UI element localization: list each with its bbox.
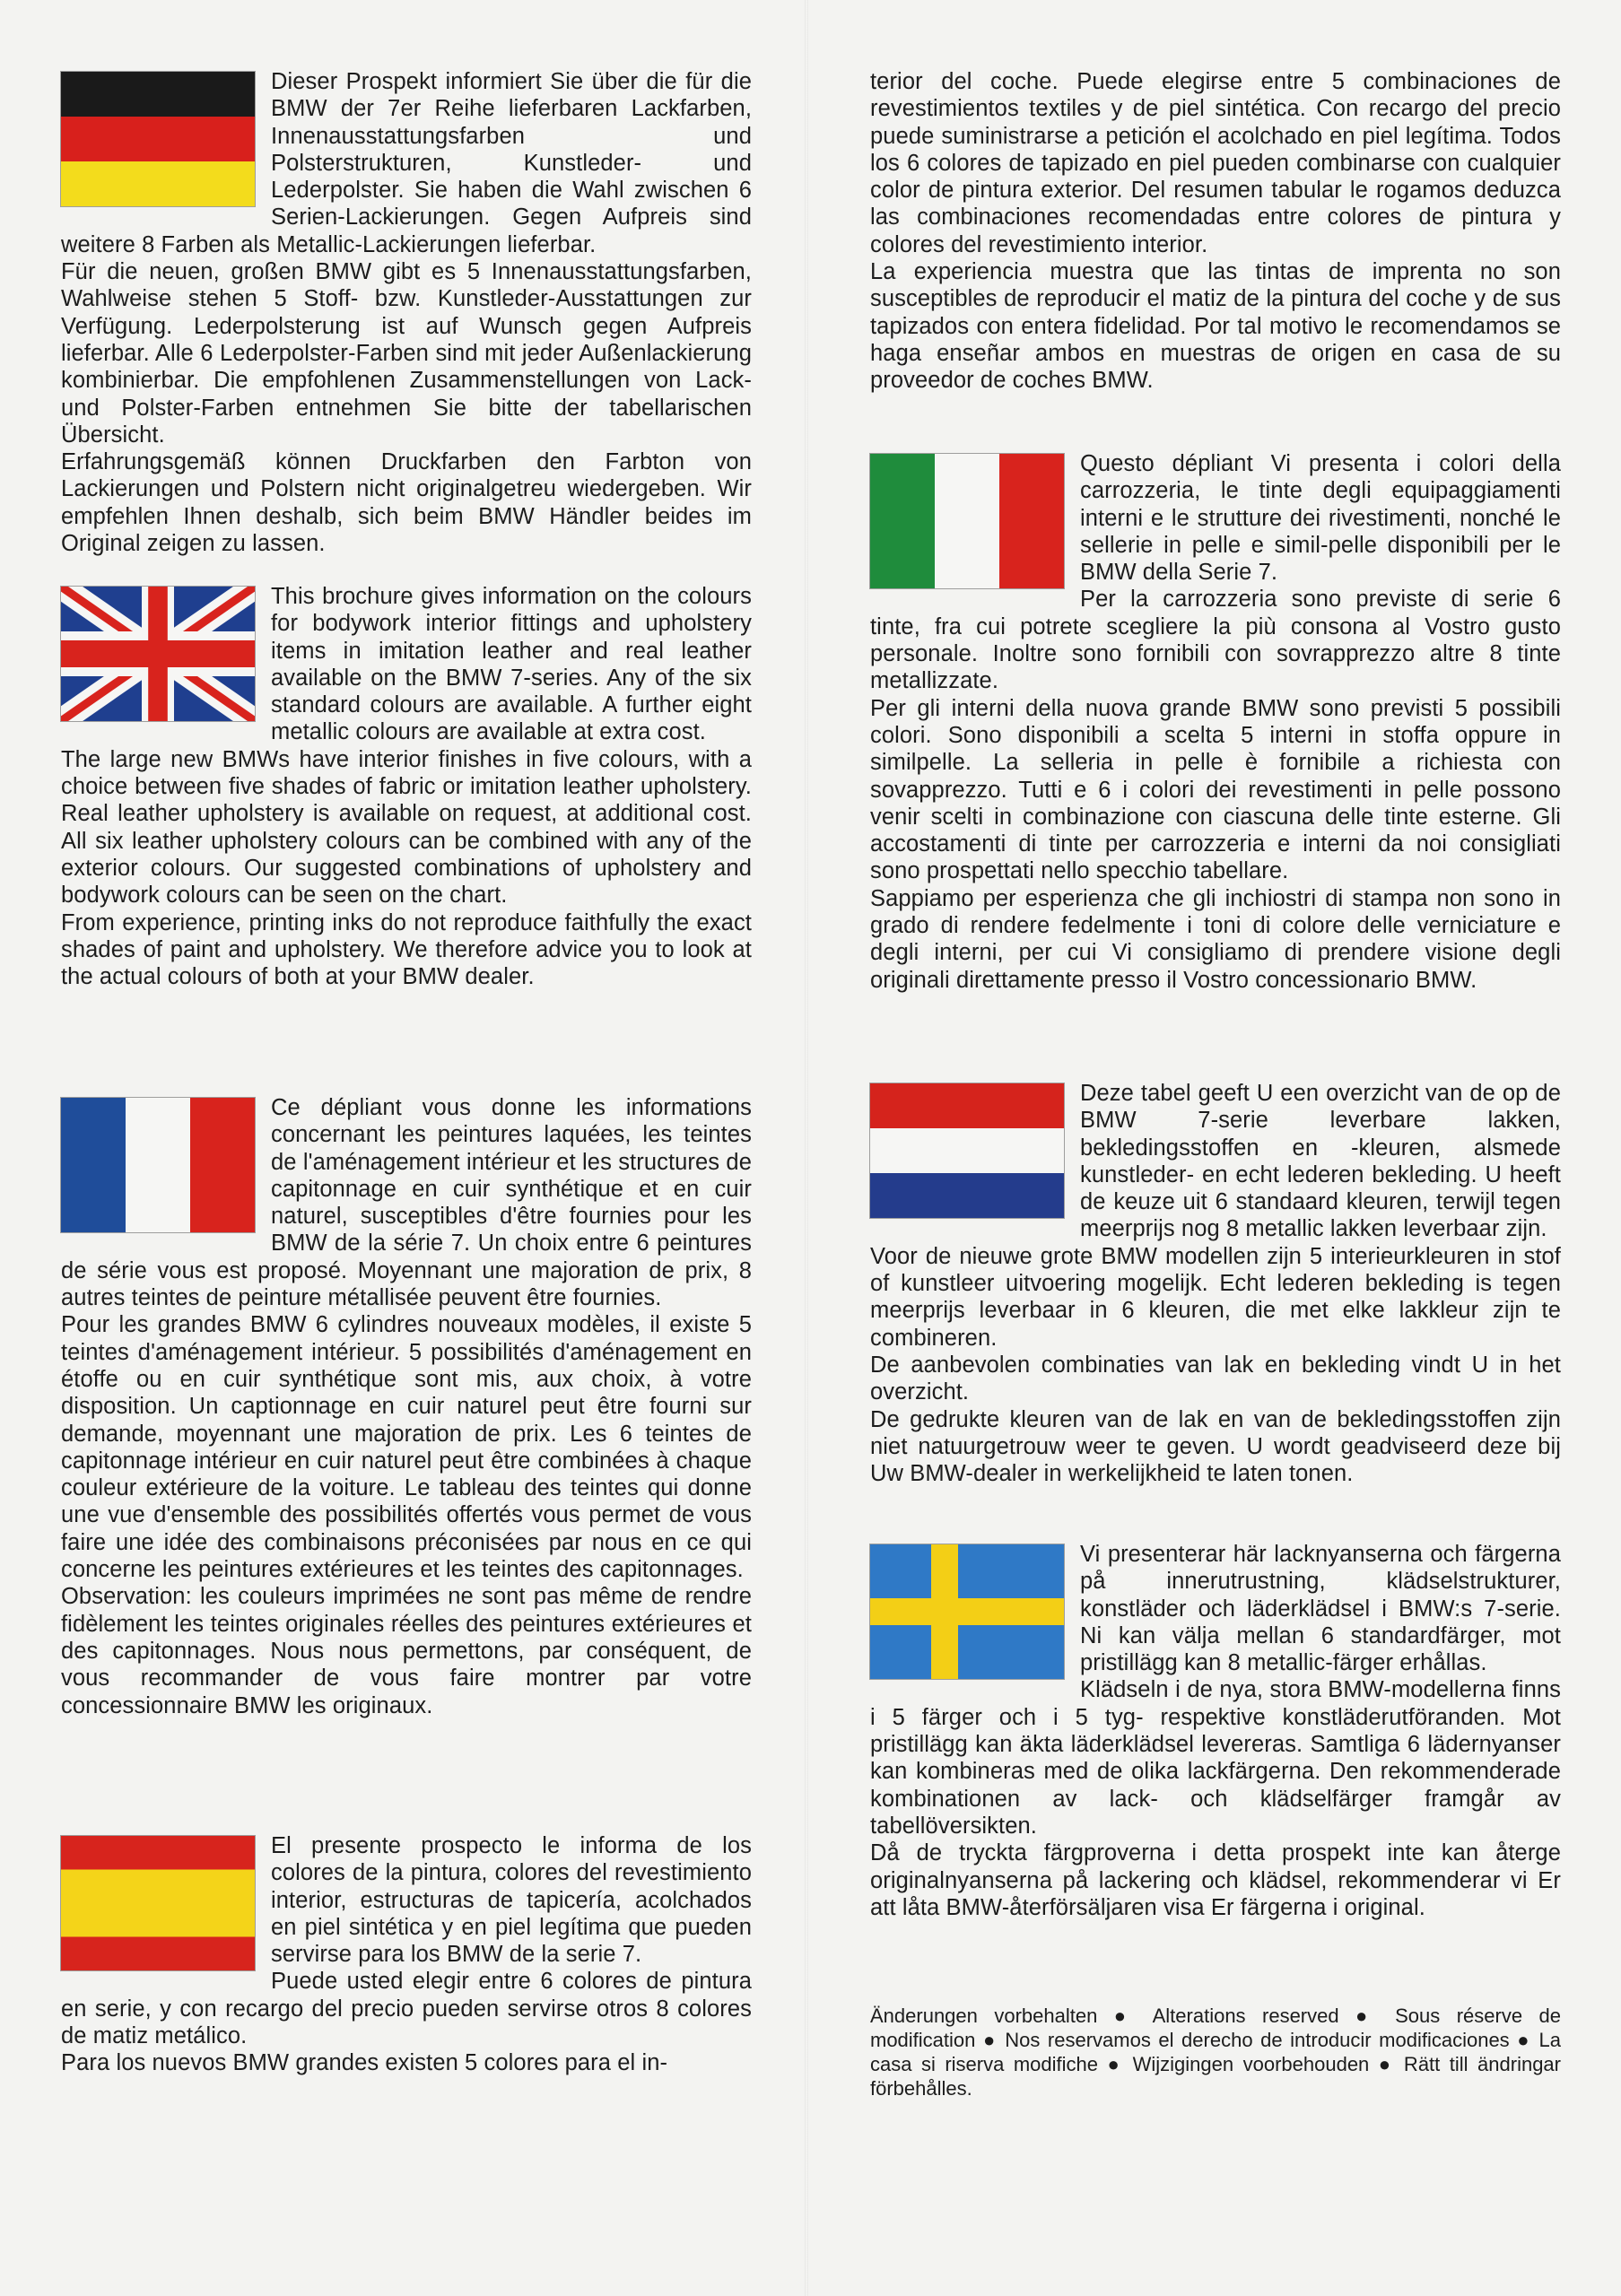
spanish-paragraph-3: Para los nuevos BMW grandes existen 5 colores para el in- xyxy=(61,2050,668,2076)
spanish-paragraph-1: El presente prospecto le informa de los colores de la pintura, colores del revestimiento interior, estructuras de tapicería, acolchados en piel sintética y en piel legítima que pueden servirse para los BMW de la serie 7. xyxy=(271,1833,752,1968)
italian-paragraph-2: Per la carrozzeria sono previste di serie 6 tinte, fra cui potrete scegliere la più consona al Vostro gusto personale. Inoltre sono fornibili con sovrapprezzo altre 8 tinte metallizzate. xyxy=(870,587,1561,694)
alterations-notice xyxy=(870,2004,1561,2100)
flag-france-icon xyxy=(61,1098,255,1232)
flag-sweden-icon xyxy=(870,1544,1064,1679)
italian-section xyxy=(870,450,1561,994)
spanish-section-continued xyxy=(870,68,1561,395)
french-paragraph-2: Pour les grandes BMW 6 cylindres nouveaux modèles, il existe 5 teintes d'aménagement intérieur. 5 possibilités d'aménagement en étoffe ou en cuir synthétique sont mis, aux choix, à votre disposition. Un captionnage en cuir naturel peut être fourni sur demande, moyennant une majoration de prix. Les 6 teintes de capitonnage intérieur en cuir naturel peut être combinées à chaque couleur extérieure de la voiture. Le tableau des teintes qui donne une vue d'ensemble des possibilités offertés vous permet de vous faire une idée des combinaisons préconisées par nous en ce qui concerne les peintures extérieures et les teintes des capitonnages. xyxy=(61,1312,752,1583)
italian-paragraph-1: Questo dépliant Vi presenta i colori della carrozzeria, le tinte degli equipaggiamenti interni e le strutture dei rivestimenti, nonché le sellerie in pelle e simil-pelle disponibili per le BMW della Serie 7. xyxy=(1080,451,1561,586)
page-fold xyxy=(805,0,808,2296)
spanish-paragraph-2: Puede usted elegir entre 6 colores de pintura en serie, y con recargo del precio pueden servirse otros 8 colores de matiz metálico. xyxy=(61,1969,752,2049)
flag-italy-icon xyxy=(870,454,1064,588)
flag-spain-icon xyxy=(61,1836,255,1970)
german-paragraph-2: Für die neuen, großen BMW gibt es 5 Innenausstattungsfarben, Wahlweise stehen 5 Stoff- bzw. Kunstleder-Ausstattungen zur Verfügung. Lederpolsterung ist auf Wunsch gegen Aufpreis lieferbar. Alle 6 Lederpolster-Farben sind mit jeder Außenlackierung kombinierbar. Die empfohlenen Zusammenstellungen von Lack- und Polster-Farben entnehmen Sie bitte der tabellarischen Übersicht. xyxy=(61,259,752,448)
spanish-paragraph-4: La experiencia muestra que las tintas de imprenta no son susceptibles de reproducir el matiz de la pintura del coche y de sus tapizados con entera fidelidad. Por tal motivo le recomendamos se haga enseñar ambos en muestras de origen en casa de su proveedor de coches BMW. xyxy=(870,259,1561,394)
dutch-paragraph-3: De aanbevolen combinaties van lak en bekleding vindt U in het overzicht. xyxy=(870,1352,1561,1405)
english-paragraph-1: This brochure gives information on the colours for bodywork interior fittings and upholstery items in imitation leather and real leather available on the BMW 7-series. Any of the six standard colours are available. A further eight metallic colours are available at extra cost. xyxy=(271,584,752,745)
german-paragraph-3: Erfahrungsgemäß können Druckfarben den Farbton von Lackierungen und Polstern nicht originalgetreu wiedergeben. Wir empfehlen Ihnen deshalb, sich beim BMW Händler beides im Original zeigen zu lassen. xyxy=(61,449,752,557)
italian-paragraph-4: Sappiamo per esperienza che gli inchiostri di stampa non sono in grado di rendere fedelmente i toni di colore delle verniciature e degli interni, per cui Vi consigliamo di prendere visione degli originali direttamente presso il Vostro concessionario BMW. xyxy=(870,885,1561,993)
french-section xyxy=(61,1094,752,1719)
dutch-section xyxy=(870,1080,1561,1487)
italian-paragraph-3: Per gli interni della nuova grande BMW sono previsti 5 possibili colori. Sono disponibili a scelta 5 interni in stoffa oppure in similpelle. La selleria in pelle è fornibile a richiesta con sovapprezzo. Tutti e 6 i colori dei revestimenti in pelle possono venir scelti in combinazione con ciascuna delle tinte esterne. Gli accostamenti di tinte per carrozzeria e interni da noi consigliati sono prospettati nello specchio tabellare. xyxy=(870,695,1561,884)
french-paragraph-3: Observation: les couleurs imprimées ne sont pas même de rendre fidèlement les teintes originales réelles des peintures extérieures et des capitonnages. Nous nous permettons, par conséquent, de vous recommander de vous faire montrer par votre concessionnaire BMW les originaux. xyxy=(61,1584,752,1718)
dutch-paragraph-2: Voor de nieuwe grote BMW modellen zijn 5 interieurkleuren in stof of kunstleer uitvoering mogelijk. Echt lederen bekleding is tegen meerprijs leverbaar in 6 kleuren, die met elke lakkleur zijn te combineren. xyxy=(870,1243,1561,1351)
dutch-paragraph-4: De gedrukte kleuren van de lak en van de bekledingsstoffen zijn niet natuurgetrouw weer te geven. U wordt geadviseerd deze bij Uw BMW-dealer in werkelijkheid te laten tonen. xyxy=(870,1406,1561,1487)
spanish-section xyxy=(61,1832,752,2077)
english-paragraph-3: From experience, printing inks do not reproduce faithfully the exact shades of paint and upholstery. We therefore advice you to look at the actual colours of both at your BMW dealer. xyxy=(61,909,752,990)
spanish-paragraph-3-continued: terior del coche. Puede elegirse entre 5 combinaciones de revestimientos textiles y de piel sintética. Con recargo del precio puede suministrarse a petición el acolchado en piel legítima. Todos los 6 colores de tapizado en piel pueden combinarse con cualquier color de pintura exterior. Del resumen tabular le rogamos deduzca las combinaciones recomendadas entre colores de pintura y colores del revestimiento interior. xyxy=(870,69,1561,257)
flag-netherlands-icon xyxy=(870,1083,1064,1218)
french-paragraph-1: Ce dépliant vous donne les informations concernant les peintures laquées, les teintes de l'aménagement intérieur et les structures de capitonnage en cuir synthétique et en cuir naturel, susceptibles d'être fournies pour les BMW de la série 7. Un choix entre 6 peintures de série vous est proposé. Moyennant une majoration de prix, 8 autres teintes de peinture métallisée peuvent être fournies. xyxy=(61,1095,752,1311)
swedish-paragraph-3: Då de tryckta färgproverna i detta prospekt inte kan återge originalnyanserna på lackering och klädsel, rekommenderar vi Er att låta BMW-återförsäljaren visa Er färgerna i original. xyxy=(870,1840,1561,1920)
dutch-paragraph-1: Deze tabel geeft U een overzicht van de op de BMW 7-serie leverbare lakken, bekledingsstoffen en -kleuren, alsmede kunstleder- en echt lederen bekleding. U heeft de keuze uit 6 standaard kleuren, terwijl tegen meerprijs nog 8 metallic lakken leverbaar zijn. xyxy=(1080,1081,1561,1242)
swedish-paragraph-1: Vi presenterar här lacknyanserna och färgerna på innerutrustning, klädselstrukturer, konstläder och läderklädsel i BMW:s 7-serie. Ni kan välja mellan 6 standardfärger, mot pristillägg kan 8 metallic-färger erhållas. xyxy=(1080,1542,1561,1676)
german-section xyxy=(61,68,752,557)
english-paragraph-2: The large new BMWs have interior finishes in five colours, with a choice between five shades of fabric or imitation leather upholstery. Real leather upholstery is available on request, at additional cost. All six leather upholstery colours can be combined with any of the exterior colours. Our suggested combinations of upholstery and bodywork colours can be seen on the chart. xyxy=(61,746,752,909)
german-paragraph-1: Dieser Prospekt informiert Sie über die für die BMW der 7er Reihe lieferbaren Lackfarben, Innenausstattungsfarben und Polsterstrukturen, Kunstleder- und Lederpolster. Sie haben die Wahl zwischen 6 Serien-Lackierungen. Gegen Aufpreis sind weitere 8 Farben als Metallic-Lackierungen lieferbar. xyxy=(61,69,752,257)
swedish-section xyxy=(870,1541,1561,1921)
alterations-notice-text: Änderungen vorbehalten ● Alterations reserved ● Sous réserve de modification ● Nos reservamos el derecho de introducir modificaciones ● La casa si riserva modifiche ● Wijzigingen voorbehouden ● Rätt till ändringar förbehålles. xyxy=(870,2005,1561,2100)
flag-united-kingdom-icon xyxy=(61,587,255,721)
flag-germany-icon xyxy=(61,72,255,206)
english-section xyxy=(61,583,752,990)
swedish-paragraph-2: Klädseln i de nya, stora BMW-modellerna finns i 5 färger och i 5 tyg- respektive konstläderutföranden. Mot pristillägg kan äkta läderklädsel levereras. Samtliga 6 lädernyanser kan kombineras med de olika lackfärgerna. Den rekommenderade kombinationen av lack- och klädselfärger framgår av tabellöversikten. xyxy=(870,1677,1561,1839)
